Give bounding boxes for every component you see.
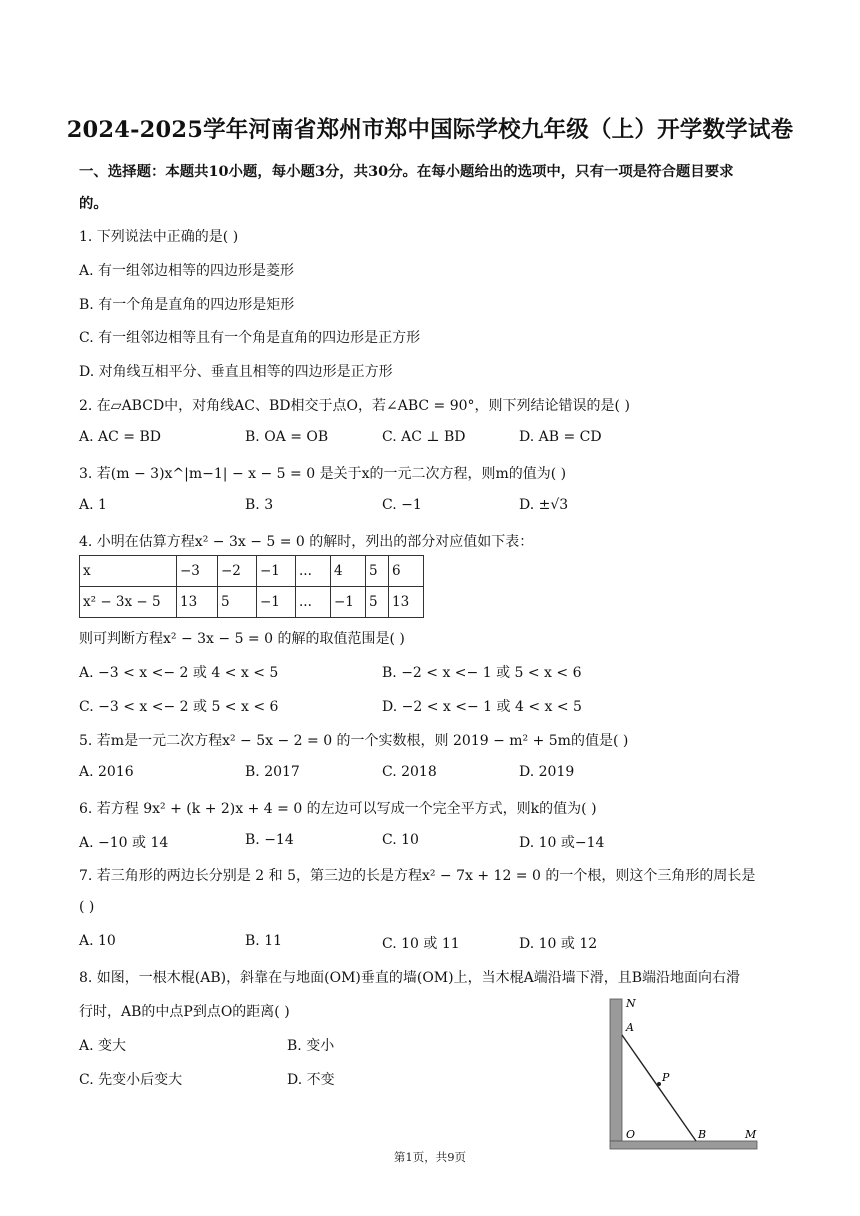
q6-stem: 6. 若方程 9x² + (k + 2)x + 4 = 0 的左边可以写成一个完全平方式，则k的值为( ) xyxy=(79,801,597,817)
label-b: B xyxy=(698,1128,707,1141)
q1-stem: 1. 下列说法中正确的是( ) xyxy=(79,229,239,245)
q3-option-a: A. 1 xyxy=(79,497,107,513)
q8-option-c: C. 先变小后变大 xyxy=(79,1072,183,1088)
q1-option-c: C. 有一组邻边相等且有一个角是直角的四边形是正方形 xyxy=(79,330,421,346)
stick-line xyxy=(622,1035,696,1141)
q2-option-c: C. AC ⊥ BD xyxy=(382,429,466,445)
q7-stem: 7. 若三角形的两边长分别是 2 和 5，第三边的长是方程x² − 7x + 12 = 0 的一个根，则这个三角形的周长是 xyxy=(79,868,756,884)
table-cell: x xyxy=(80,556,177,587)
q3-option-b: B. 3 xyxy=(245,497,274,513)
label-n: N xyxy=(626,997,636,1010)
table-cell: 5 xyxy=(366,556,389,587)
label-o: O xyxy=(626,1128,636,1141)
section-header-line2: 的。 xyxy=(79,195,108,212)
label-p: P xyxy=(662,1071,670,1084)
table-row xyxy=(80,556,424,587)
wall-shape xyxy=(610,999,622,1141)
q2-option-a: A. AC = BD xyxy=(79,429,161,445)
table-cell: −1 xyxy=(257,556,296,587)
q8-stem-continued: 行时，AB的中点P到点O的距离( ) xyxy=(79,1004,290,1020)
q2-stem: 2. 在▱ABCD中，对角线AC、BD相交于点O，若∠ABC = 90°，则下列结论错误的是( ) xyxy=(79,398,630,414)
q7-option-b: B. 11 xyxy=(245,933,283,949)
section-header-line1: 一、选择题：本题共10小题，每小题3分，共30分。在每小题给出的选项中，只有一项是符合题目要求 xyxy=(79,163,734,180)
q5-stem: 5. 若m是一元二次方程x² − 5x − 2 = 0 的一个实数根，则 2019 − m² + 5m的值是( ) xyxy=(79,733,629,749)
q3-stem: 3. 若(m − 3)x^|m−1| − x − 5 = 0 是关于x的一元二次方程，则m的值为( ) xyxy=(79,466,567,482)
q5-option-a: A. 2016 xyxy=(79,764,134,780)
midpoint-dot xyxy=(657,1082,661,1086)
q1-option-d: D. 对角线互相平分、垂直且相等的四边形是正方形 xyxy=(79,364,393,380)
q3-option-c: C. −1 xyxy=(382,497,422,513)
q7-option-c: C. 10 或 11 xyxy=(382,936,460,952)
q1-option-b: B. 有一个角是直角的四边形是矩形 xyxy=(79,297,295,313)
table-cell: 6 xyxy=(389,556,424,587)
table-cell: 4 xyxy=(331,556,366,587)
q4-option-a: A. −3 < x <− 2 或 4 < x < 5 xyxy=(79,665,279,681)
table-cell: 13 xyxy=(389,587,424,618)
table-cell: 5 xyxy=(218,587,257,618)
q8-ladder-figure xyxy=(600,995,765,1155)
q6-option-a: A. −10 或 14 xyxy=(79,835,169,851)
q4-stem: 4. 小明在估算方程x² − 3x − 5 = 0 的解时，列出的部分对应值如下表： xyxy=(79,534,534,550)
table-cell: ... xyxy=(296,587,331,618)
q4-option-d: D. −2 < x <− 1 或 4 < x < 5 xyxy=(382,699,582,715)
table-cell: 13 xyxy=(177,587,218,618)
q5-option-d: D. 2019 xyxy=(519,764,575,780)
q1-option-a: A. 有一组邻边相等的四边形是菱形 xyxy=(79,263,295,279)
q2-option-d: D. AB = CD xyxy=(519,429,602,445)
q7-option-a: A. 10 xyxy=(79,933,116,949)
table-cell: x² − 3x − 5 xyxy=(80,587,177,618)
q4-option-c: C. −3 < x <− 2 或 5 < x < 6 xyxy=(79,699,279,715)
q8-option-b: B. 变小 xyxy=(287,1038,335,1054)
table-cell: −2 xyxy=(218,556,257,587)
label-m: M xyxy=(745,1128,757,1141)
q2-option-b: B. OA = OB xyxy=(245,429,329,445)
q3-option-d: D. ±√3 xyxy=(519,497,569,513)
label-a: A xyxy=(626,1021,634,1034)
q6-option-b: B. −14 xyxy=(245,832,294,848)
table-cell: 5 xyxy=(366,587,389,618)
q7-option-d: D. 10 或 12 xyxy=(519,936,598,952)
table-cell: −1 xyxy=(331,587,366,618)
q4-option-b: B. −2 < x <− 1 或 5 < x < 6 xyxy=(382,665,582,681)
q5-option-b: B. 2017 xyxy=(245,764,300,780)
q4-followup: 则可判断方程x² − 3x − 5 = 0 的解的取值范围是( ) xyxy=(79,631,405,647)
q6-option-c: C. 10 xyxy=(382,832,419,848)
q7-stem-continued: ( ) xyxy=(79,899,95,915)
q6-option-d: D. 10 或−14 xyxy=(519,835,605,851)
q5-option-c: C. 2018 xyxy=(382,764,437,780)
q4-value-table xyxy=(79,555,424,618)
ground-shape xyxy=(610,1141,757,1149)
q8-option-d: D. 不变 xyxy=(287,1072,335,1088)
q8-option-a: A. 变大 xyxy=(79,1038,127,1054)
table-cell: ... xyxy=(296,556,331,587)
page-footer: 第1页，共9页 xyxy=(393,1150,467,1164)
page-title: 2024-2025学年河南省郑州市郑中国际学校九年级（上）开学数学试卷 xyxy=(66,117,794,143)
q8-stem: 8. 如图，一根木棍(AB)，斜靠在与地面(OM)垂直的墙(OM)上，当木棍A端沿墙下滑，且B端沿地面向右滑 xyxy=(79,970,740,986)
table-row xyxy=(80,587,424,618)
table-cell: −3 xyxy=(177,556,218,587)
table-cell: −1 xyxy=(257,587,296,618)
